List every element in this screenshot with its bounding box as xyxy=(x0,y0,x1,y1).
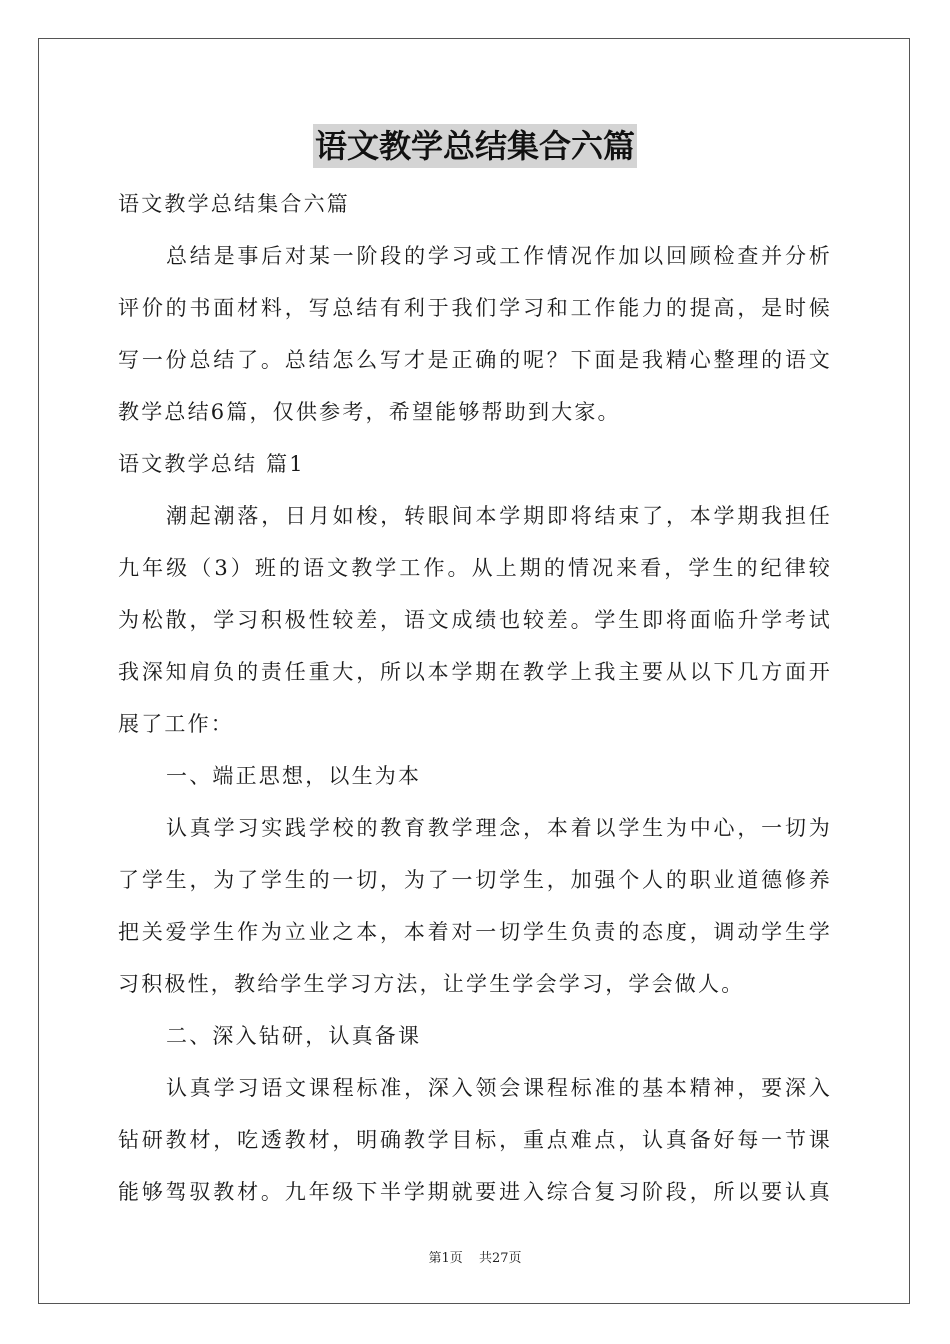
text-line: 能够驾驭教材。九年级下半学期就要进入综合复习阶段，所以要认真 xyxy=(118,1180,832,1204)
text-line: 总结是事后对某一阶段的学习或工作情况作加以回顾检查并分析 xyxy=(166,244,832,268)
page-number: 第1页 xyxy=(428,1251,463,1266)
document-body xyxy=(118,178,832,1218)
text-line: 认真学习语文课程标准，深入领会课程标准的基本精神，要深入 xyxy=(166,1076,832,1100)
page-total: 共27页 xyxy=(478,1251,522,1266)
page-footer xyxy=(0,1247,950,1266)
text-line: 展了工作： xyxy=(118,712,234,736)
text-line: 把关爱学生作为立业之本，本着对一切学生负责的态度，调动学生学 xyxy=(118,920,832,944)
text-line: 我深知肩负的责任重大，所以本学期在教学上我主要从以下几方面开 xyxy=(118,660,832,684)
document-title: 语文教学总结集合六篇 xyxy=(313,124,637,168)
text-line: 习积极性，教给学生学习方法，让学生学会学习，学会做人。 xyxy=(118,972,745,996)
text-line: 了学生，为了学生的一切，为了一切学生，加强个人的职业道德修养 xyxy=(118,868,832,892)
text-line: 一、端正思想，以生为本 xyxy=(166,764,422,788)
text-line: 认真学习实践学校的教育教学理念，本着以学生为中心，一切为 xyxy=(166,816,832,840)
text-line: 评价的书面材料，写总结有利于我们学习和工作能力的提高，是时候 xyxy=(118,296,832,320)
title-container xyxy=(0,124,950,168)
text-line: 写一份总结了。总结怎么写才是正确的呢？下面是我精心整理的语文 xyxy=(118,348,832,372)
text-line: 九年级（3）班的语文教学工作。从上期的情况来看，学生的纪律较 xyxy=(118,556,832,580)
text-line: 潮起潮落，日月如梭，转眼间本学期即将结束了，本学期我担任 xyxy=(166,504,832,528)
text-line: 教学总结6篇，仅供参考，希望能够帮助到大家。 xyxy=(118,400,621,424)
text-line: 语文教学总结集合六篇 xyxy=(118,192,350,216)
text-line: 二、深入钻研，认真备课 xyxy=(166,1024,422,1048)
text-line: 为松散，学习积极性较差，语文成绩也较差。学生即将面临升学考试 xyxy=(118,608,832,632)
text-line: 钻研教材，吃透教材，明确教学目标，重点难点，认真备好每一节课 xyxy=(118,1128,832,1152)
text-line: 语文教学总结 篇1 xyxy=(118,452,305,476)
